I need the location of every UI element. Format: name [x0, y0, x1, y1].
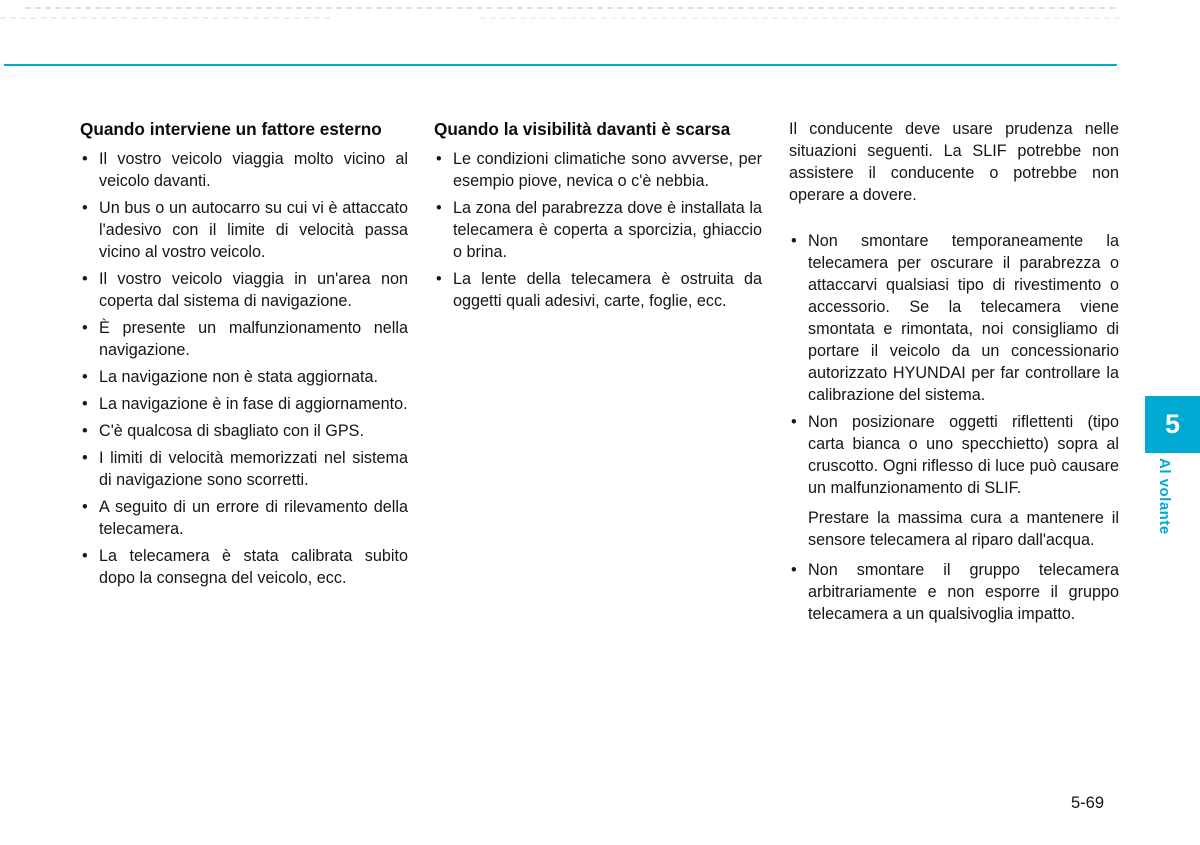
list-item: • C'è qualcosa di sbagliato con il GPS. [80, 420, 408, 442]
list-item: • La navigazione non è stata aggiornata. [80, 366, 408, 388]
column-driver-caution [789, 118, 1119, 630]
list-item: • La navigazione è in fase di aggiornamento. [80, 393, 408, 415]
list-item: • La zona del parabrezza dove è installata la telecamera è coperta a sporcizia, ghiaccio o brina. [434, 197, 762, 263]
list-item: • A seguito di un errore di rilevamento della telecamera. [80, 496, 408, 540]
chapter-side-label: Al volante [1156, 458, 1173, 535]
section-heading-external-factor: Quando interviene un fattore esterno [80, 119, 382, 139]
list-item: • Il vostro veicolo viaggia in un'area non coperta dal sistema di navigazione. [80, 268, 408, 312]
chapter-tab: 5 [1145, 396, 1200, 453]
scan-artifact [480, 17, 1120, 19]
list-item: • La telecamera è stata calibrata subito dopo la consegna del veicolo, ecc. [80, 545, 408, 589]
bullet-list [80, 148, 408, 589]
list-item: • È presente un malfunzionamento nella navigazione. [80, 317, 408, 361]
section-heading-low-visibility: Quando la visibilità davanti è scarsa [434, 119, 731, 139]
list-item: • La lente della telecamera è ostruita da oggetti quali adesivi, carte, foglie, ecc. [434, 268, 762, 312]
column-external-factor [80, 118, 408, 594]
column-low-visibility [434, 118, 762, 317]
list-item: • Non smontare il gruppo telecamera arbitrariamente e non esporre il gruppo telecamera a un qualsivoglia impatto. [789, 559, 1119, 625]
list-item: • Il vostro veicolo viaggia molto vicino al veicolo davanti. [80, 148, 408, 192]
page-number: 5-69 [1071, 794, 1105, 812]
list-item: • Non smontare temporaneamente la telecamera per oscurare il parabrezza o attaccarvi qualsiasi tipo di rivestimento o accessorio. Se la telecamera viene smontata e rimontata, noi consigliamo di portare il veicolo da un concessionario autorizzato HYUNDAI per far controllare la calibrazione del sistema. [789, 230, 1119, 406]
top-rule [4, 64, 1117, 66]
continuation-paragraph: Prestare la massima cura a mantenere il sensore telecamera al riparo dall'acqua. [808, 509, 1119, 549]
list-item: • Non posizionare oggetti riflettenti (tipo carta bianca o uno specchietto) sopra al cruscotto. Ogni riflesso di luce può causare un malfunzionamento di SLIF. [789, 411, 1119, 499]
scan-artifact [25, 7, 1115, 9]
bullet-list [434, 148, 762, 312]
list-item: • I limiti di velocità memorizzati nel sistema di navigazione sono scorretti. [80, 447, 408, 491]
list-item: • Un bus o un autocarro su cui vi è attaccato l'adesivo con il limite di velocità passa vicino al vostro veicolo. [80, 197, 408, 263]
intro-paragraph: Il conducente deve usare prudenza nelle situazioni seguenti. La SLIF potrebbe non assistere il conducente o potrebbe non operare a dovere. [789, 120, 1119, 204]
list-item: • Le condizioni climatiche sono avverse, per esempio piove, nevica o c'è nebbia. [434, 148, 762, 192]
scan-artifact [0, 17, 330, 19]
bullet-list [789, 230, 1119, 625]
